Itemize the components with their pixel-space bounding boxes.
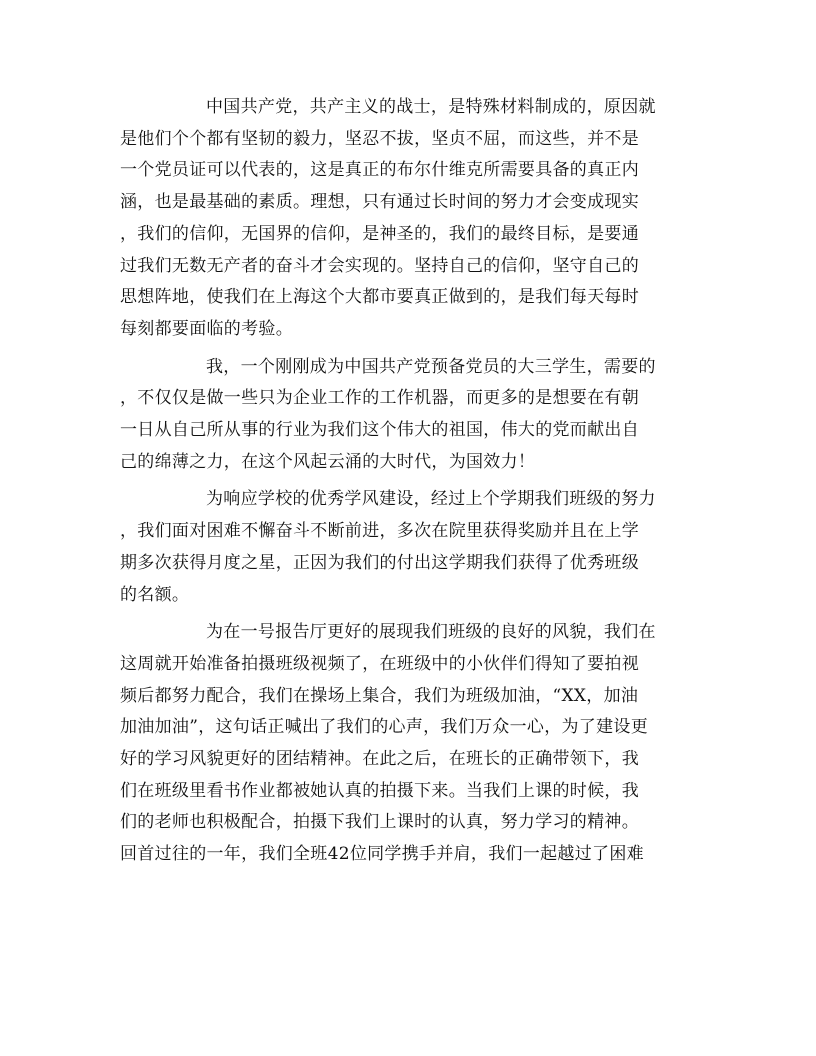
text-line: 好的学习风貌更好的团结精神。在此之后，在班长的正确带领下，我 [120, 749, 639, 770]
text-line: 过我们无数无产者的奋斗才会实现的。坚持自己的信仰，坚守自己的 [120, 255, 639, 276]
text-line: 为响应学校的优秀学风建设，经过上个学期我们班级的努力 [206, 489, 656, 510]
text-line: 这周就开始准备拍摄班级视频了，在班级中的小伙伴们得知了要拍视 [120, 653, 639, 674]
text-line: ，不仅仅是做一些只为企业工作的工作机器，而更多的是想要在有朝 [120, 388, 639, 409]
text-line: 为在一号报告厅更好的展现我们班级的良好的风貌，我们在 [206, 622, 656, 643]
text-line: 一日从自己所从事的行业为我们这个伟大的祖国，伟大的党而献出自 [120, 420, 639, 441]
text-line: 一个党员证可以代表的，这是真正的布尔什维克所需要具备的真正内 [120, 160, 639, 181]
text-line: 我，一个刚刚成为中国共产党预备党员的大三学生，需要的 [206, 356, 656, 377]
paragraph-1 [120, 92, 690, 346]
text-line: 思想阵地，使我们在上海这个大都市要真正做到的，是我们每天每时 [120, 287, 639, 308]
paragraph-4 [120, 617, 690, 871]
text-line: 中国共产党，共产主义的战士，是特殊材料制成的，原因就 [206, 97, 656, 117]
text-line: 的名额。 [120, 584, 190, 605]
text-line: 们在班级里看书作业都被她认真的拍摄下来。当我们上课的时候，我 [120, 780, 639, 801]
text-line: 是他们个个都有坚韧的毅力，坚忍不拔，坚贞不屈，而这些，并不是 [120, 128, 639, 149]
text-line: 己的绵薄之力，在这个风起云涌的大时代，为国效力！ [120, 451, 536, 472]
text-line: 回首过往的一年，我们全班42位同学携手并肩，我们一起越过了困难 [120, 844, 644, 865]
paragraph-3 [120, 484, 690, 611]
text-line: 涵，也是最基础的素质。理想，只有通过长时间的努力才会变成现实 [120, 192, 639, 213]
document-body [120, 92, 690, 871]
text-line: 频后都努力配合，我们在操场上集合，我们为班级加油，“XX，加油 [120, 685, 639, 706]
text-line: 期多次获得月度之星，正因为我们的付出这学期我们获得了优秀班级 [120, 552, 639, 573]
text-line: 们的老师也积极配合，拍摄下我们上课时的认真，努力学习的精神。 [120, 812, 639, 833]
text-line: 加油加油”，这句话正喊出了我们的心声，我们万众一心，为了建设更 [120, 717, 648, 738]
paragraph-2 [120, 352, 690, 479]
text-line: ，我们的信仰，无国界的信仰，是神圣的，我们的最终目标，是要通 [120, 223, 639, 244]
text-line: 每刻都要面临的考验。 [120, 318, 293, 339]
text-line: ，我们面对困难不懈奋斗不断前进，多次在院里获得奖励并且在上学 [120, 521, 639, 542]
